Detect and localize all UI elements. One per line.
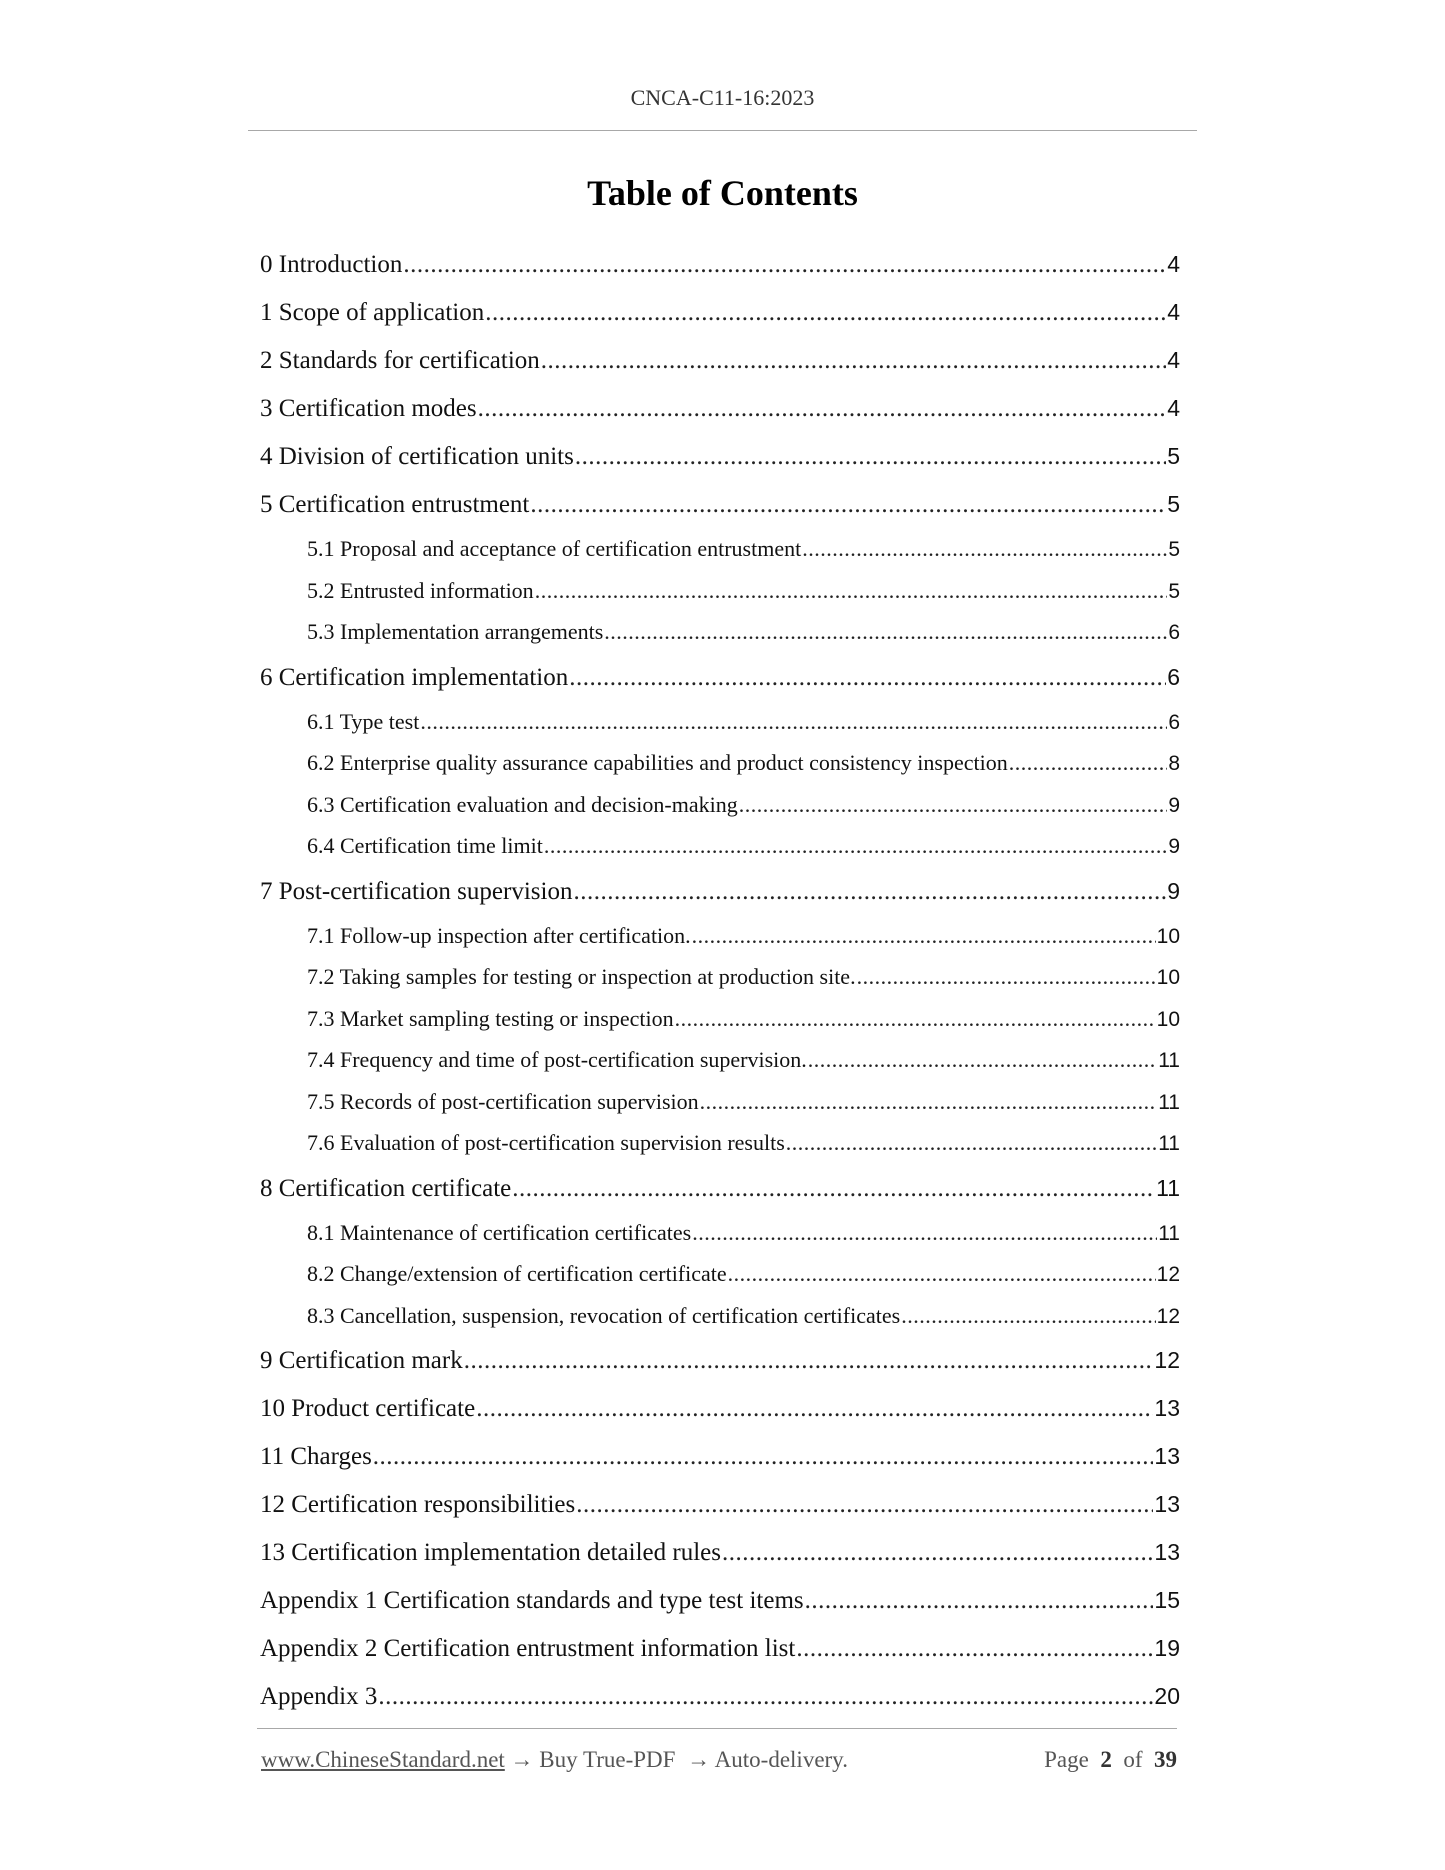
toc-dot-leader: [569, 654, 1166, 702]
toc-subentry[interactable]: [260, 915, 1180, 957]
toc-dot-leader: [604, 611, 1167, 653]
toc-entry[interactable]: [260, 384, 1180, 432]
toc-entry-title: 4 Division of certification units: [260, 443, 574, 470]
toc-entry-title: 8 Certification certificate: [260, 1174, 512, 1202]
toc-page-number: 4: [1167, 251, 1180, 277]
auto-delivery-text: → Auto-delivery.: [687, 1747, 848, 1772]
toc-entry-title: 6.1 Type test: [307, 708, 420, 734]
toc-dot-leader: [544, 825, 1167, 867]
toc-dot-leader: [573, 868, 1166, 916]
toc-dot-leader: [805, 1577, 1154, 1625]
toc-page-number: 11: [1158, 1049, 1180, 1072]
toc-entry[interactable]: [260, 480, 1180, 528]
toc-page-number: 11: [1158, 1090, 1180, 1114]
toc-entry-title: 5.3 Implementation arrangements: [307, 619, 604, 644]
toc-entry-title: 11 Charges: [260, 1443, 372, 1470]
toc-subentry[interactable]: [260, 1253, 1180, 1295]
toc-dot-leader: [1009, 742, 1168, 784]
toc-entry[interactable]: [260, 1528, 1180, 1576]
toc-entry-title: Appendix 1 Certification standards and type test items: [260, 1587, 804, 1614]
toc-entry-title: 6.2 Enterprise quality assurance capabilities and product consistency inspection: [307, 750, 1008, 775]
toc-entry-title: 7.2 Taking samples for testing or inspection at production site.: [307, 964, 856, 989]
toc-entry-title: 5.2 Entrusted information: [307, 577, 534, 603]
page-label: Page: [1044, 1747, 1089, 1772]
toc-entry[interactable]: [260, 1384, 1180, 1432]
toc-page-number: 5: [1168, 579, 1180, 603]
toc-entry[interactable]: [260, 1432, 1180, 1480]
toc-subentry[interactable]: [260, 1039, 1180, 1081]
toc-page-number: 13: [1154, 1491, 1180, 1517]
toc-entry-title: 6 Certification implementation: [260, 663, 569, 691]
toc-dot-leader: [692, 915, 1156, 957]
toc-entry-title: 7.3 Market sampling testing or inspection: [307, 1005, 674, 1031]
toc-page-number: 4: [1167, 299, 1180, 325]
toc-entry[interactable]: [260, 336, 1180, 384]
toc-entry-title: 7.1 Follow-up inspection after certification.: [307, 922, 691, 948]
toc-entry-title: 5.1 Proposal and acceptance of certification entrustment: [307, 536, 802, 561]
toc-entry[interactable]: [260, 1480, 1180, 1528]
toc-dot-leader: [675, 998, 1156, 1040]
toc-dot-leader: [808, 1039, 1157, 1081]
toc-entry[interactable]: [260, 1624, 1180, 1672]
toc-page-number: 12: [1156, 1263, 1180, 1286]
toc-page-number: 9: [1167, 877, 1180, 904]
toc-dot-leader: [373, 1433, 1154, 1481]
toc-dot-leader: [530, 481, 1166, 529]
toc-entry-title: 8.3 Cancellation, suspension, revocation of certification certificates: [307, 1302, 901, 1328]
toc-page-number: 11: [1158, 1221, 1180, 1245]
toc-entry-title: 0 Introduction: [260, 251, 403, 278]
table-of-contents: [260, 240, 1180, 1720]
toc-dot-leader: [575, 433, 1166, 481]
toc-page-number: 19: [1154, 1635, 1180, 1661]
toc-entry-title: 3 Certification modes: [260, 395, 477, 422]
toc-page-number: 8: [1168, 752, 1180, 775]
toc-entry[interactable]: [260, 1672, 1180, 1720]
toc-entry-title: 7.5 Records of post-certification supervision: [307, 1088, 699, 1114]
toc-entry-title: 2 Standards for certification: [260, 347, 540, 374]
toc-dot-leader: [722, 1529, 1153, 1577]
document-code-header: CNCA-C11-16:2023: [630, 85, 815, 110]
toc-page-number: 4: [1167, 395, 1180, 421]
toc-entry[interactable]: [260, 1164, 1180, 1212]
toc-subentry[interactable]: [260, 611, 1180, 653]
page-counter: [1044, 1747, 1177, 1773]
toc-subentry[interactable]: [260, 742, 1180, 784]
toc-entry-title: 6.3 Certification evaluation and decision-making: [307, 791, 738, 817]
toc-page-number: 10: [1156, 924, 1180, 948]
toc-entry[interactable]: [260, 432, 1180, 480]
toc-dot-leader: [692, 1212, 1157, 1254]
toc-dot-leader: [512, 1165, 1155, 1213]
footer-divider: [257, 1728, 1177, 1729]
toc-entry[interactable]: [260, 1576, 1180, 1624]
toc-entry-title: 8.2 Change/extension of certification certificate: [307, 1261, 727, 1286]
toc-subentry[interactable]: [260, 956, 1180, 998]
toc-entry-title: 5 Certification entrustment: [260, 491, 530, 518]
page-footer: [261, 1747, 1177, 1773]
toc-page-number: 10: [1156, 1007, 1180, 1031]
toc-dot-leader: [478, 385, 1167, 433]
toc-page-number: 9: [1168, 835, 1180, 858]
toc-dot-leader: [700, 1081, 1158, 1123]
toc-page-number: 15: [1154, 1587, 1180, 1613]
footer-left: [261, 1747, 854, 1773]
toc-entry-title: 8.1 Maintenance of certification certificates: [307, 1219, 692, 1245]
toc-entry[interactable]: [260, 867, 1180, 915]
toc-subentry[interactable]: [260, 1295, 1180, 1337]
toc-dot-leader: [901, 1295, 1155, 1337]
toc-entry-title: 7 Post-certification supervision: [260, 877, 573, 905]
site-link[interactable]: www.ChineseStandard.net: [261, 1747, 505, 1772]
toc-subentry[interactable]: [260, 701, 1180, 743]
toc-dot-leader: [485, 289, 1166, 337]
toc-page-number: 12: [1156, 1304, 1180, 1328]
toc-dot-leader: [728, 1253, 1156, 1295]
toc-subentry[interactable]: [260, 570, 1180, 612]
toc-dot-leader: [403, 241, 1166, 289]
header-divider: [248, 130, 1197, 131]
buy-pdf-text: → Buy True-PDF: [510, 1747, 676, 1772]
toc-page-number: 12: [1154, 1347, 1180, 1373]
toc-dot-leader: [476, 1385, 1153, 1433]
toc-page-number: 13: [1154, 1395, 1180, 1421]
toc-entry-title: 10 Product certificate: [260, 1395, 476, 1422]
toc-dot-leader: [378, 1673, 1153, 1721]
toc-entry-title: 9 Certification mark: [260, 1347, 463, 1374]
toc-entry-title: 1 Scope of application: [260, 299, 485, 326]
toc-entry[interactable]: [260, 240, 1180, 288]
toc-entry-title: Appendix 2 Certification entrustment information list: [260, 1635, 796, 1662]
toc-page-number: 5: [1167, 443, 1180, 469]
toc-entry-title: 13 Certification implementation detailed rules: [260, 1539, 721, 1566]
toc-dot-leader: [541, 337, 1166, 385]
toc-page-number: 5: [1168, 538, 1180, 561]
current-page-number: 2: [1100, 1747, 1112, 1772]
toc-page-number: 4: [1167, 347, 1180, 373]
toc-entry[interactable]: [260, 1336, 1180, 1384]
toc-page-number: 9: [1168, 793, 1180, 817]
toc-dot-leader: [857, 956, 1156, 998]
toc-page-number: 5: [1167, 491, 1180, 517]
of-label: of: [1123, 1747, 1143, 1772]
toc-dot-leader: [535, 570, 1168, 612]
toc-entry-title: 12 Certification responsibilities: [260, 1491, 576, 1518]
toc-subentry[interactable]: [260, 825, 1180, 867]
toc-page-number: 6: [1167, 663, 1180, 690]
toc-dot-leader: [420, 701, 1167, 743]
toc-subentry[interactable]: [260, 1081, 1180, 1123]
toc-subentry[interactable]: [260, 998, 1180, 1040]
total-pages-number: 39: [1154, 1747, 1177, 1772]
toc-entry-title: Appendix 3: [260, 1683, 378, 1710]
toc-page-number: 11: [1158, 1132, 1180, 1155]
toc-subentry[interactable]: [260, 784, 1180, 826]
toc-entry-title: 7.6 Evaluation of post-certification supervision results: [307, 1130, 785, 1155]
toc-page-number: 13: [1154, 1539, 1180, 1565]
toc-entry[interactable]: [260, 653, 1180, 701]
toc-subentry[interactable]: [260, 528, 1180, 570]
toc-title: Table of Contents: [587, 173, 858, 213]
toc-dot-leader: [796, 1625, 1153, 1673]
toc-page-number: 11: [1156, 1174, 1180, 1201]
toc-page-number: 13: [1154, 1443, 1180, 1469]
toc-page-number: 20: [1154, 1683, 1180, 1709]
toc-page-number: 10: [1156, 966, 1180, 989]
toc-entry-title: 7.4 Frequency and time of post-certification supervision.: [307, 1047, 807, 1072]
toc-dot-leader: [576, 1481, 1153, 1529]
toc-page-number: 6: [1168, 710, 1180, 734]
toc-subentry[interactable]: [260, 1122, 1180, 1164]
toc-dot-leader: [464, 1337, 1154, 1385]
toc-dot-leader: [739, 784, 1168, 826]
toc-entry[interactable]: [260, 288, 1180, 336]
toc-subentry[interactable]: [260, 1212, 1180, 1254]
toc-entry-title: 6.4 Certification time limit: [307, 833, 543, 858]
toc-dot-leader: [802, 528, 1167, 570]
toc-dot-leader: [786, 1122, 1157, 1164]
toc-page-number: 6: [1168, 621, 1180, 644]
